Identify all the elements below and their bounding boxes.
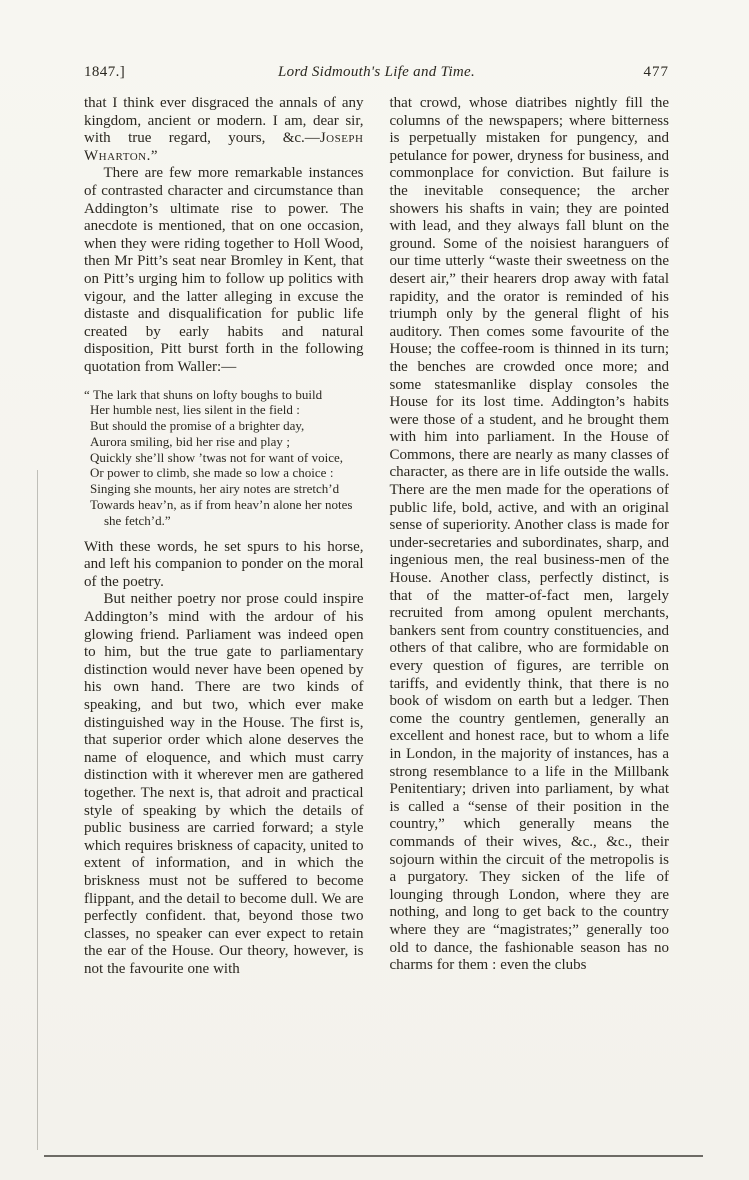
scan-artifact-left-edge <box>37 470 38 1150</box>
running-title: Lord Sidmouth's Life and Time. <box>277 64 476 80</box>
poem-line: But should the promise of a brighter day, <box>90 418 305 434</box>
poem-line: Her humble nest, lies silent in the field : <box>90 402 300 418</box>
text-columns <box>84 95 669 979</box>
paragraph-anecdote: There are few more remarkable instances of contrasted character and circumstance than Addington’s ultimate rise to power. The anecdote is mentioned, that on one occasion, when they were riding together to Holl Wood, then Mr Pitt’s seat near Bromley in Kent, that on Pitt’s urging him to follow up politics with vigour, and the latter alleging in excuse the distaste and disqualification for public life created by early habits and natural disposition, Pitt burst forth in the following quotation from Waller:— <box>84 165 364 375</box>
page-header <box>84 64 669 81</box>
right-column <box>390 95 670 979</box>
scan-artifact-bottom-rule <box>44 1155 703 1157</box>
poem-line: Quickly she’ll show ’twas not for want of voice, <box>90 449 344 465</box>
poem-line: Singing she mounts, her airy notes are stretch’d <box>90 481 340 497</box>
poem-line: Or power to climb, she made so low a choice : <box>90 465 334 481</box>
page-number: 477 <box>643 64 669 80</box>
poem-line: Aurora smiling, bid her rise and play ; <box>90 433 290 449</box>
poem-quote <box>84 387 364 529</box>
letter-signature: Joseph Wharton.” <box>84 130 364 164</box>
letter-close-text: that I think ever disgraced the annals of any kingdom, ancient or modern. I am, dear sir, with true regard, yours, &c.— <box>84 95 364 147</box>
paragraph-commons: that crowd, whose diatribes nightly fill the columns of the newspapers; where bitterness is perpetually mistaken for pungency, and petulance for power, dryness for business, and commonplace for conviction. But failure is the inevitable consequence; the archer showers his shafts in vain; they are pointed with lead, and they always fall blunt on the ground. Some of the noisiest haranguers of our time utterly “waste their sweetness on the desert air,” their hearers drop away with fatal rapidity, and the orator is reminded of his triumph only by the general flight of his auditory. Then comes some favourite of the House; the coffee-room is thinned in its turn; the benches are crowded once more; and some statesmanlike display consoles the House for its lost time. Addington’s habits were those of a student, and he brought them with him into parliament. In the House of Commons, there are nearly as many classes of character, as there are in life outside the walls. There are the men made for the operations of public life, bold, active, and with an original sense of superiority. Another class is made for under-secretaries and subordinates, sharp, and ingenious men, the real business-men of the House. Another class, perfectly distinct, is that of the matter-of-fact men, largely recruited from among opulent merchants, bankers sent from country constituencies, and others of that calibre, who are formidable on every question of figures, are terrible on tariffs, and evidently think, that there is no book of wisdom on earth but a ledger. Then come the country gentlemen, generally an excellent and honest race, but to whom a life in London, in the majority of instances, has a strong resemblance to a life in the Millbank Penitentiary; driven into parliament, by what is called a “sense of their position in the country,” which generally means the commands of their wives, &c., &c., their sojourn within the circuit of the metropolis is a purgatory. They sicken of the life of lounging through London, where they are nothing, and long to get back to the country where they are “magistrates;” generally too old to dance, the fashionable season has no charms for them : even the clubs <box>389 95 669 974</box>
header-year: 1847.] <box>84 64 126 80</box>
paragraph-moral: With these words, he set spurs to his horse, and left his companion to ponder on the moral of the poetry. <box>84 538 364 590</box>
poem-line: “ The lark that shuns on lofty boughs to build <box>84 386 323 402</box>
paragraph-letter-close <box>84 95 364 165</box>
paragraph-speaking: But neither poetry nor prose could inspire Addington’s mind with the ardour of his glowing friend. Parliament was indeed open to him, but the true gate to parliamentary distinction would never have been opened by his own hand. There are two kinds of speaking, and but two, which ever make distinguished way in the House. The first is, that superior order which alone deserves the name of eloquence, and which must carry distinction with it wherever men are gathered together. The next is, that adroit and practical style of speaking by which the details of public business are carried forward; a style which requires briskness of capacity, united to extent of information, and in which the briskness must not be suffered to become flippant, and the detail to become dull. We are perfectly confident. that, beyond those two classes, no speaker can ever expect to retain the ear of the House. Our theory, however, is not the favourite one with <box>84 591 364 977</box>
left-column <box>84 95 364 979</box>
poem-line: Towards heav’n, as if from heav’n alone her notes she fetch’d.” <box>90 497 353 528</box>
